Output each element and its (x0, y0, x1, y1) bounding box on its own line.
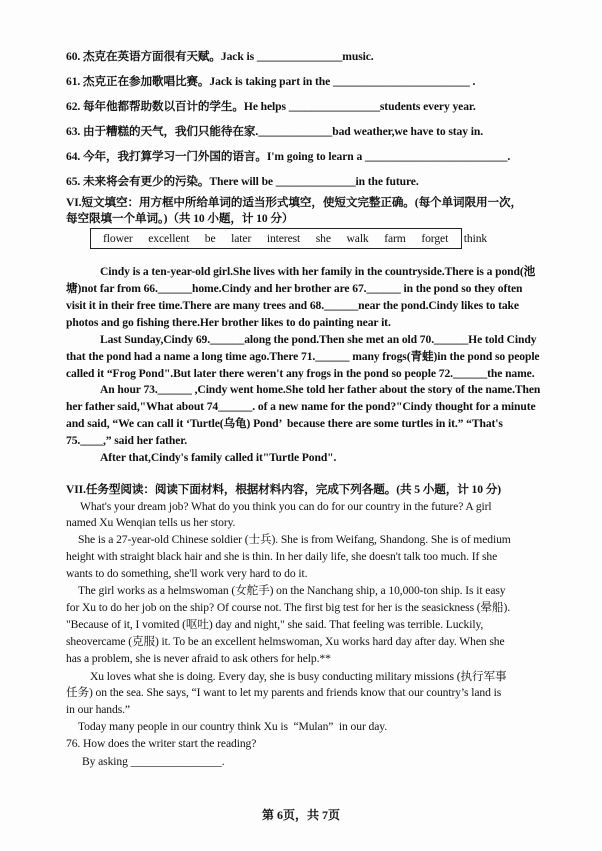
passage-line: 塘)not far from 66.______home.Cindy and her brother are 67.______ in the pond so they often (66, 282, 523, 295)
answer-76: By asking ________________. (82, 755, 225, 768)
passage-line: called it “Frog Pond".But later there weren't any frogs in the pond so people 72.______the name. (66, 367, 535, 380)
word-bank-box (90, 228, 488, 249)
reading-line: Today many people in our country think Xu is “Mulan” in our day. (78, 720, 387, 733)
reading-line: Xu loves what she is doing. Every day, she is busy conducting military missions (执行军事 (90, 670, 507, 683)
reading-line: The girl works as a helmswoman (女舵手) on the Nanchang ship, a 10,000-ton ship. Is it easy (78, 584, 506, 597)
question-65: 65. 未来将会有更少的污染。There will be ______________in the future. (66, 175, 419, 188)
question-76: 76. How does the writer start the reading? (66, 737, 257, 750)
passage-line: Last Sunday,Cindy 69.______along the pond.Then she met an old 70.______He told Cindy (100, 333, 537, 346)
question-63: 63. 由于糟糕的天气，我们只能待在家._____________bad weather,we have to stay in. (66, 125, 483, 138)
reading-line: She is a 27-year-old Chinese soldier (士兵). She is from Weifang, Shandong. She is of medium (78, 533, 511, 546)
passage-line: and said, “We can call it ‘Turtle(乌龟) Pond’ because there are some turtles in it.” “That's (66, 417, 503, 430)
passage-line: 75.____,” said her father. (66, 434, 188, 447)
reading-line: sheovercame (克服) it. To be an excellent helmswoman, Xu works hard day after day. When she (66, 635, 505, 648)
reading-line: for Xu to do her job on the ship? Of course not. The first big test for her is the seasickness (晕船). (66, 601, 511, 614)
passage-line: After that,Cindy's family called it"Turtle Pond". (100, 451, 337, 464)
passage-line: Cindy is a ten-year-old girl.She lives with her family in the countryside.There is a pond(池 (100, 265, 536, 278)
question-60: 60. 杰克在英语方面很有天赋。Jack is _______________music. (66, 50, 374, 63)
question-64: 64. 今年，我打算学习一门外国的语言。I'm going to learn a _________________________. (66, 150, 511, 163)
reading-line: wants to do something, she'll work very hard to do it. (66, 567, 308, 580)
reading-line: named Xu Wenqian tells us her story. (66, 516, 236, 529)
passage-line: photos and go fishing there.Her brother likes to do painting near it. (66, 316, 391, 329)
section-6-heading-cont: 每空限填一个单词。)（共 10 小题，计 10 分） (66, 212, 294, 225)
reading-line: has a problem, she is never afraid to ask others for help.** (66, 652, 331, 665)
reading-line: height with straight black hair and she is thin. In her daily life, she doesn't talk too much. If she (66, 550, 498, 563)
reading-line: 任务) on the sea. She says, “I want to let my parents and friends know that our country’s land is (66, 686, 502, 699)
page-number: 第 6页，共 7页 (261, 808, 340, 822)
passage-line: visit it in their free time.There are many trees and 68.______near the pond.Cindy likes to take (66, 299, 519, 312)
passage-line: An hour 73.______ ,Cindy went home.She told her father about the story of the name.Then (100, 383, 541, 396)
reading-line: "Because of it, I vomited (呕吐) day and night," she said. That feeling was terrible. Luckily, (66, 618, 484, 631)
word-bank: flower excellent be later interest she walk farm forget think (103, 232, 488, 245)
reading-line: in our hands.” (66, 703, 130, 716)
section-6-heading: VI.短文填空：用方框中所给单词的适当形式填空，使短文完整正确。(每个单词限用一次， (66, 196, 523, 209)
passage-line: that the pond had a name a long time ago.There 71.______ many frogs(青蛙)in the pond so people (66, 350, 540, 363)
section-7-heading: VII.任务型阅读：阅读下面材料，根据材料内容，完成下列各题。(共 5 小题，计 10 分) (66, 483, 501, 496)
passage-line: her father said,"What about 74______. of a new name for the pond?"Cindy thought for a minute (66, 400, 536, 413)
question-61: 61. 杰克正在参加歌唱比赛。Jack is taking part in the ________________________ . (66, 75, 476, 88)
question-62: 62. 每年他都帮助数以百计的学生。He helps ________________students every year. (66, 100, 476, 113)
reading-line: What's your dream job? What do you think you can do for our country in the future? A girl (80, 500, 492, 513)
